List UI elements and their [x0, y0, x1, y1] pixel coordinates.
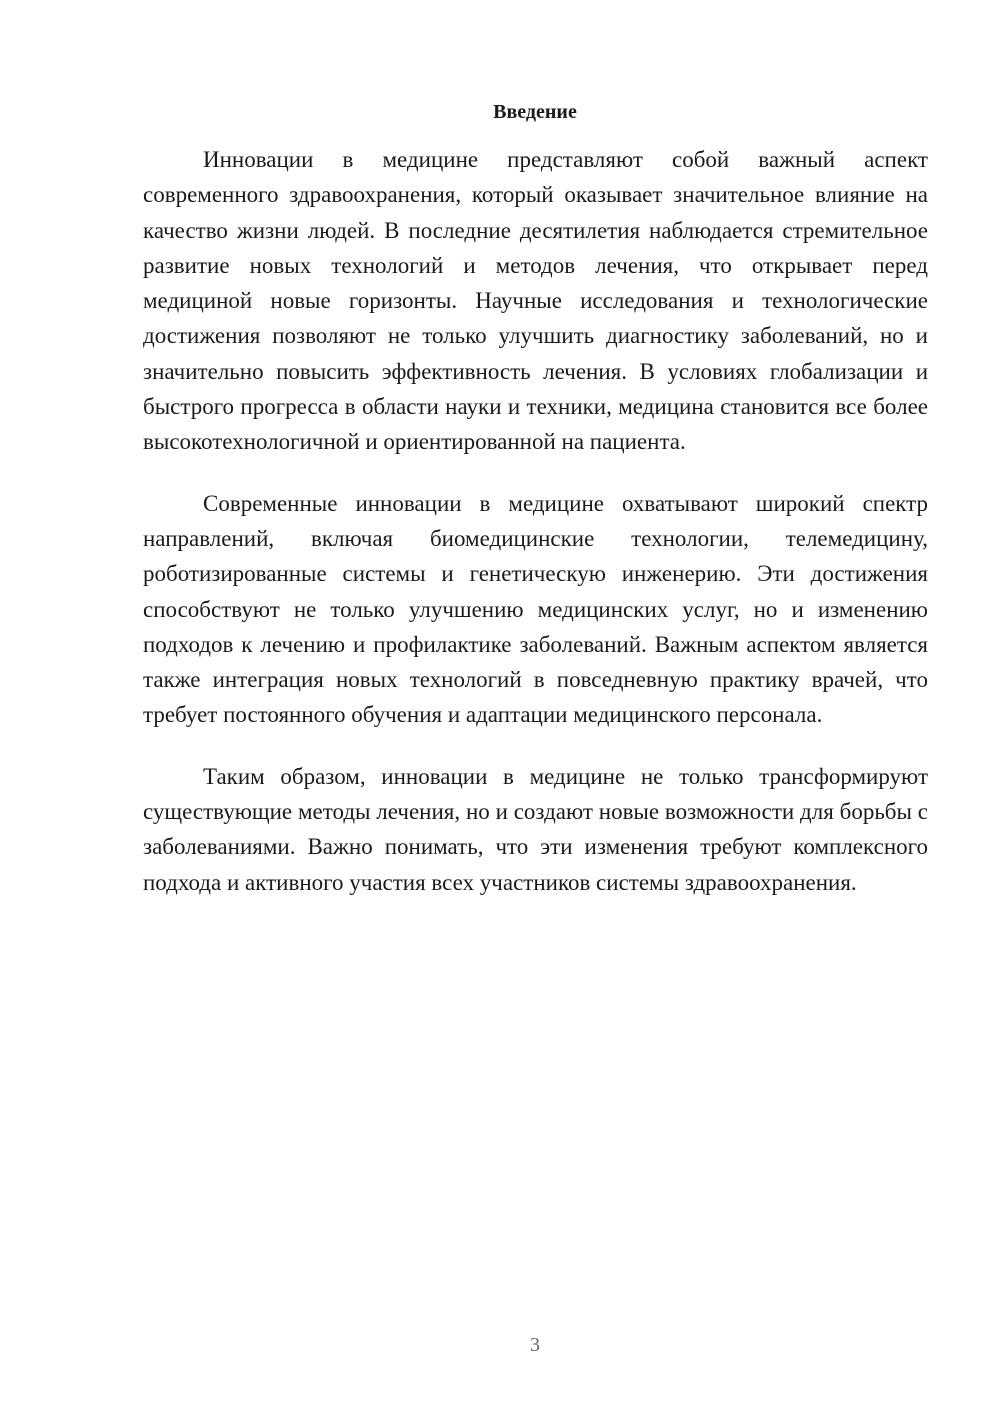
paragraph-2: Современные инновации в медицине охватывают широкий спектр направлений, включая биомедицинские технологии, телемедицину, роботизированные системы и генетическую инженерию. Эти достижения способствуют не только улучшению медицинских услуг, но и изменению подходов к лечению и профилактике заболеваний. Важным аспектом является также интеграция новых технологий в повседневную практику врачей, что требует постоянного обучения и адаптации медицинского персонала.: [143, 490, 928, 728]
paragraph-1: Инновации в медицине представляют собой важный аспект современного здравоохранения, который оказывает значительное влияние на качество жизни людей. В последние десятилетия наблюдается стремительное развитие новых технологий и методов лечения, что открывает перед медициной новые горизонты. Научные исследования и технологические достижения позволяют не только улучшить диагностику заболеваний, но и значительно повысить эффективность лечения. В условиях глобализации и быстрого прогресса в области науки и техники, медицина становится все более высокотехнологичной и ориентированной на пациента.: [143, 147, 928, 455]
section-title: Введение: [493, 101, 577, 123]
paragraph-3: Таким образом, инновации в медицине не только трансформируют существующие методы лечения, но и создают новые возможности для борьбы с заболеваниями. Важно понимать, что эти изменения требуют комплексного подхода и активного участия всех участников системы здравоохранения.: [143, 763, 928, 895]
body-text: [143, 142, 928, 926]
page-number: 3: [530, 1334, 540, 1356]
